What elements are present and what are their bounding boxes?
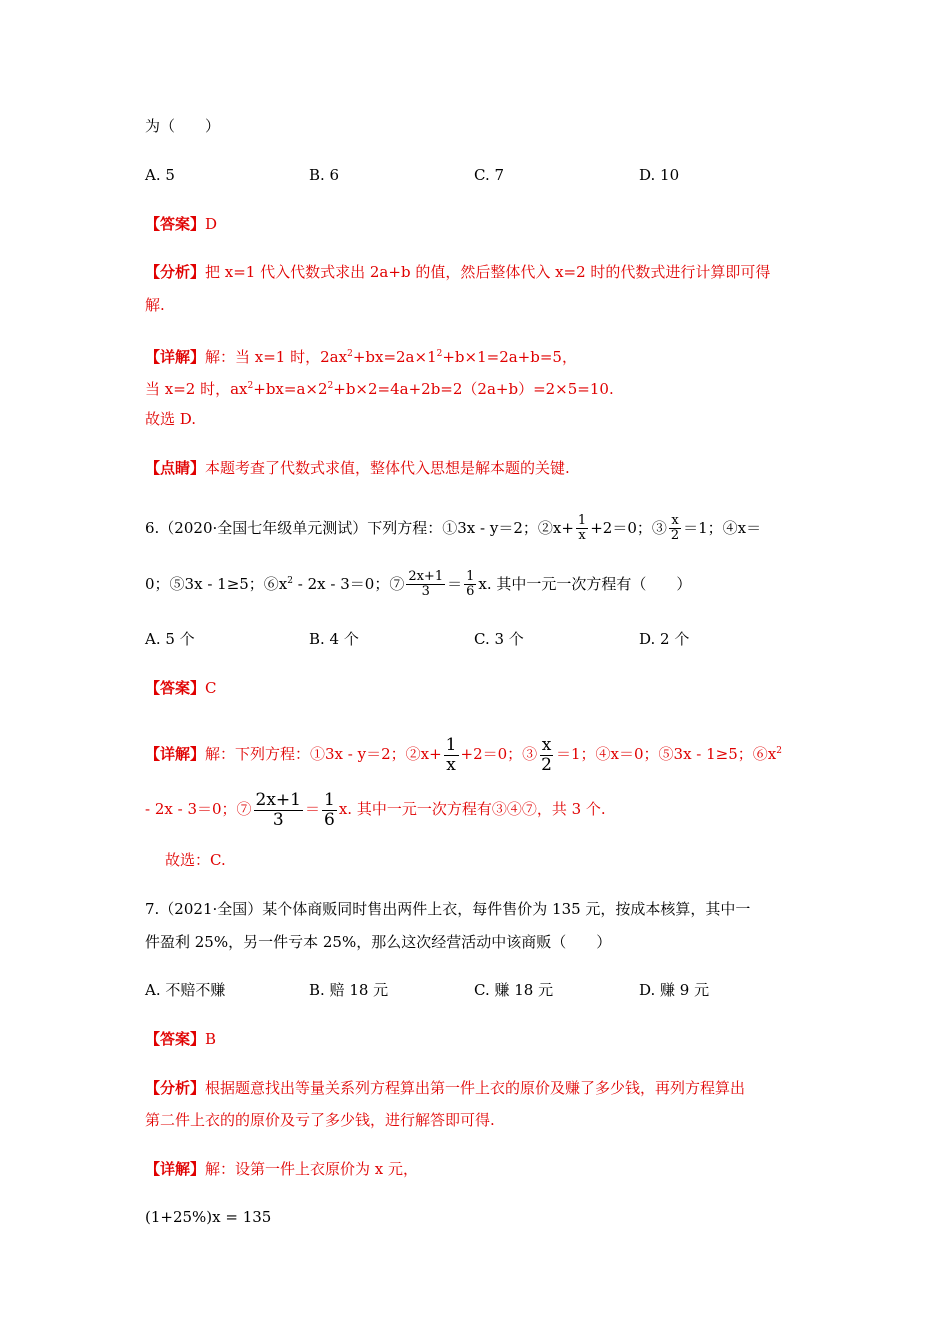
- denominator: 6: [324, 809, 335, 830]
- q5-option-a: A. 5: [145, 166, 175, 184]
- numerator: 1: [466, 569, 475, 584]
- detail-text: +bx=2a×1: [352, 348, 437, 366]
- stem-text: x. 其中一元一次方程有（ ）: [478, 574, 692, 593]
- denominator: 3: [272, 809, 284, 830]
- superscript: 2: [347, 349, 353, 359]
- denominator: 2: [670, 528, 680, 544]
- stem-text: 6.（2020·全国七年级单元测试）下列方程：①3x - y＝2；②x+: [145, 518, 574, 537]
- superscript: 2: [247, 381, 254, 391]
- detail-label: 【详解】: [145, 1160, 206, 1178]
- detail-text: x. 其中一元一次方程有③④⑦，共 3 个.: [338, 800, 606, 819]
- q5-detail-line3: 故选 D.: [145, 410, 197, 428]
- detail-text: 当 x=2 时，ax: [145, 380, 248, 398]
- q5-option-b: B. 6: [309, 166, 340, 184]
- q7-answer: [145, 1029, 216, 1049]
- q5-comment: [145, 458, 570, 478]
- numerator: 1: [324, 790, 335, 810]
- fraction-1-over-x: [576, 514, 588, 544]
- q5-option-c: C. 7: [474, 166, 505, 184]
- q6-detail-line1: [145, 736, 782, 774]
- q7-option-d: D. 赚 9 元: [639, 981, 710, 999]
- q5-stem-tail: 为（ ）: [145, 117, 221, 135]
- detail-label: 【详解】: [145, 348, 206, 366]
- q7-stem-line1: 7.（2021·全国）某个体商贩同时售出两件上衣，每件售价为 135 元，按成本核算，其中一: [145, 900, 751, 918]
- stem-text: 0；⑤3x - 1≥5；⑥x: [145, 574, 288, 593]
- fraction-x-over-2: [669, 514, 681, 544]
- numerator: x: [671, 513, 679, 528]
- superscript: 2: [327, 381, 334, 391]
- detail-fraction-1-over-6: [322, 791, 337, 829]
- numerator: x: [541, 735, 552, 755]
- detail-text: 解：当 x=1 时，2ax: [205, 348, 348, 366]
- q6-option-c: C. 3 个: [474, 630, 524, 648]
- numerator: 2x+1: [408, 569, 444, 584]
- q7-option-a: A. 不赔不赚: [145, 981, 226, 999]
- denominator: 6: [466, 584, 475, 600]
- q6-option-a: A. 5 个: [145, 630, 195, 648]
- answer-label: 【答案】: [145, 1030, 206, 1048]
- q6-detail-line2: [145, 791, 606, 829]
- detail-text: +bx=a×2: [253, 380, 328, 398]
- q7-equation: (1+25%)x = 135: [145, 1208, 272, 1226]
- detail-text: - 2x - 3＝0；⑦: [145, 800, 252, 819]
- detail-fraction-1-over-x: [444, 736, 459, 774]
- detail-label: 【详解】: [145, 745, 206, 764]
- detail-text: 解：设第一件上衣原价为 x 元，: [205, 1160, 419, 1178]
- answer-value: C: [205, 679, 217, 697]
- q5-option-d: D. 10: [639, 166, 680, 184]
- q5-detail-line1: [145, 344, 577, 367]
- stem-text: +2＝0；③: [590, 518, 667, 537]
- q7-option-c: C. 赚 18 元: [474, 981, 554, 999]
- answer-value: D: [205, 215, 218, 233]
- detail-fraction-x-over-2: [539, 736, 554, 774]
- superscript: 2: [287, 575, 294, 586]
- q7-analysis-line2: 第二件上衣的的原价及亏了多少钱，进行解答即可得.: [145, 1111, 495, 1129]
- q6-answer: [145, 678, 217, 698]
- q7-detail-line1: [145, 1159, 418, 1179]
- q7-analysis-line1: [145, 1078, 745, 1098]
- detail-text: +b×2=4a+2b=2（2a+b）=2×5=10.: [333, 380, 614, 398]
- answer-label: 【答案】: [145, 215, 206, 233]
- denominator: x: [446, 754, 456, 775]
- fraction-1-over-6: [464, 570, 476, 600]
- answer-value: B: [205, 1030, 217, 1048]
- answer-label: 【答案】: [145, 679, 206, 697]
- q6-stem-line2: [145, 570, 691, 600]
- q7-stem-line2: 件盈利 25%，另一件亏本 25%，那么这次经营活动中该商贩（ ）: [145, 933, 612, 951]
- analysis-label: 【分析】: [145, 1079, 206, 1097]
- detail-text: +b×1=2a+b=5，: [442, 348, 577, 366]
- numerator: 1: [577, 513, 587, 528]
- q5-analysis-line1: [145, 262, 770, 282]
- comment-label: 【点睛】: [145, 459, 206, 477]
- stem-text: ＝1；④x＝: [683, 518, 762, 537]
- equals-sign: ＝: [447, 574, 463, 593]
- q6-conclusion: 故选：C.: [165, 851, 226, 869]
- q6-option-d: D. 2 个: [639, 630, 690, 648]
- denominator: 3: [421, 584, 430, 600]
- comment-text: 本题考查了代数式求值，整体代入思想是解本题的关键.: [205, 459, 570, 477]
- denominator: 2: [541, 754, 552, 775]
- analysis-label: 【分析】: [145, 263, 206, 281]
- superscript: 2: [776, 746, 782, 757]
- analysis-text: 根据题意找出等量关系列方程算出第一件上衣的原价及赚了多少钱，再列方程算出: [205, 1079, 746, 1097]
- analysis-text: 把 x=1 代入代数式求出 2a+b 的值，然后整体代入 x=2 时的代数式进行计算即可得: [205, 263, 771, 281]
- detail-text: ＝1；④x＝0；⑤3x - 1≥5；⑥x: [555, 745, 777, 764]
- detail-text: 解：下列方程：①3x - y＝2；②x+: [205, 745, 442, 764]
- detail-fraction-2x1-over-3: [254, 791, 303, 829]
- detail-text: +2＝0；③: [460, 745, 538, 764]
- q5-analysis-line2: 解.: [145, 296, 165, 314]
- q5-answer: [145, 214, 217, 234]
- stem-text: - 2x - 3＝0；⑦: [293, 574, 405, 593]
- superscript: 2: [436, 349, 443, 359]
- q7-option-b: B. 赔 18 元: [309, 981, 389, 999]
- q6-stem-line1: [145, 514, 761, 544]
- denominator: x: [578, 528, 586, 544]
- numerator: 1: [445, 735, 457, 755]
- q5-detail-line2: [145, 376, 614, 399]
- fraction-2x1-over-3: [406, 570, 445, 600]
- q6-option-b: B. 4 个: [309, 630, 359, 648]
- numerator: 2x+1: [255, 790, 301, 810]
- equals-sign: ＝: [305, 800, 321, 819]
